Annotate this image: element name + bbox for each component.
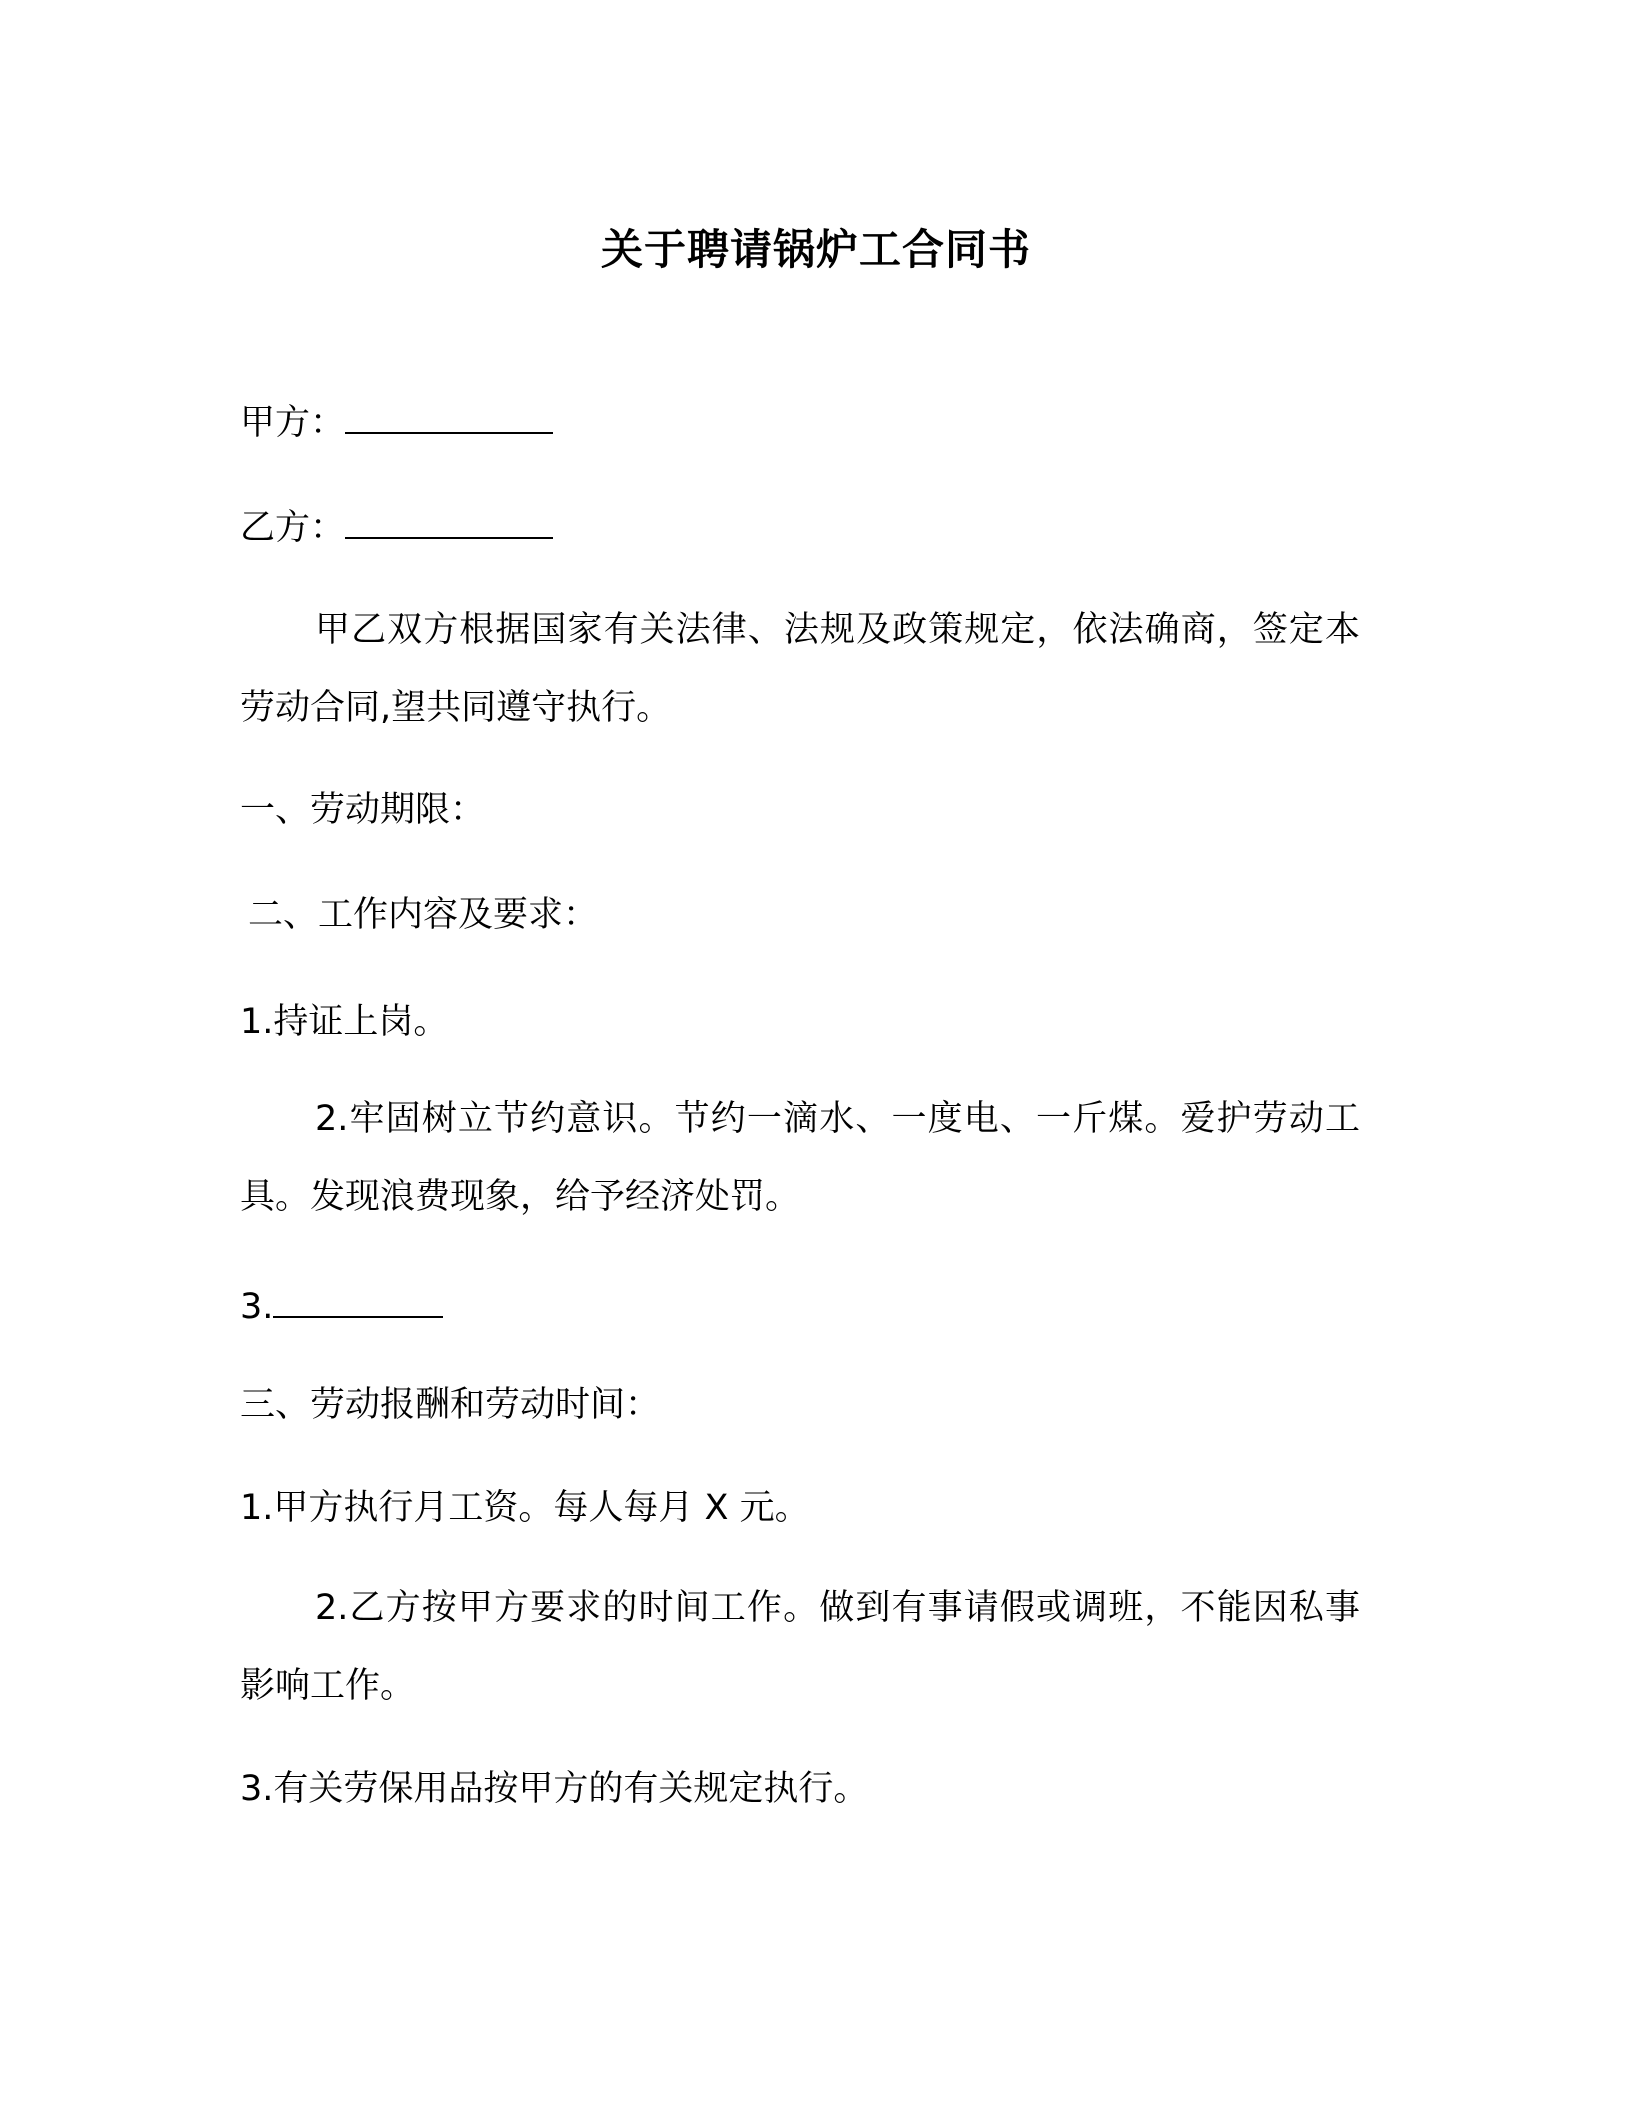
party-a-line	[240, 398, 1360, 448]
item-3-2: 2.乙方按甲方要求的时间工作。做到有事请假或调班，不能因私事影响工作。	[240, 1588, 1360, 1706]
intro-paragraph: 甲乙双方根据国家有关法律、法规及政策规定，依法确商，签定本劳动合同,望共同遵守执行。	[240, 610, 1360, 728]
party-a-label: 甲方：	[240, 403, 346, 443]
party-a-blank	[345, 400, 553, 434]
section-1-heading: 一、劳动期限：	[240, 790, 486, 830]
item-2-3-blank	[273, 1284, 443, 1318]
item-2-1: 1.持证上岗。	[240, 1002, 449, 1042]
item-2-3-line	[240, 1282, 1360, 1332]
section-2-heading: 二、工作内容及要求：	[248, 895, 599, 935]
item-2-3-prefix: 3.	[240, 1287, 274, 1327]
party-b-line	[240, 503, 1360, 553]
party-b-label: 乙方：	[240, 508, 346, 548]
item-3-1: 1.甲方执行月工资。每人每月 X 元。	[240, 1488, 810, 1528]
party-b-blank	[345, 505, 553, 539]
document-title: 关于聘请锅炉工合同书	[600, 225, 1031, 274]
item-3-3: 3.有关劳保用品按甲方的有关规定执行。	[240, 1769, 869, 1809]
item-2-2: 2.牢固树立节约意识。节约一滴水、一度电、一斤煤。爱护劳动工具。发现浪费现象，给予经济处罚。	[240, 1099, 1360, 1217]
section-3-heading: 三、劳动报酬和劳动时间：	[240, 1385, 661, 1425]
